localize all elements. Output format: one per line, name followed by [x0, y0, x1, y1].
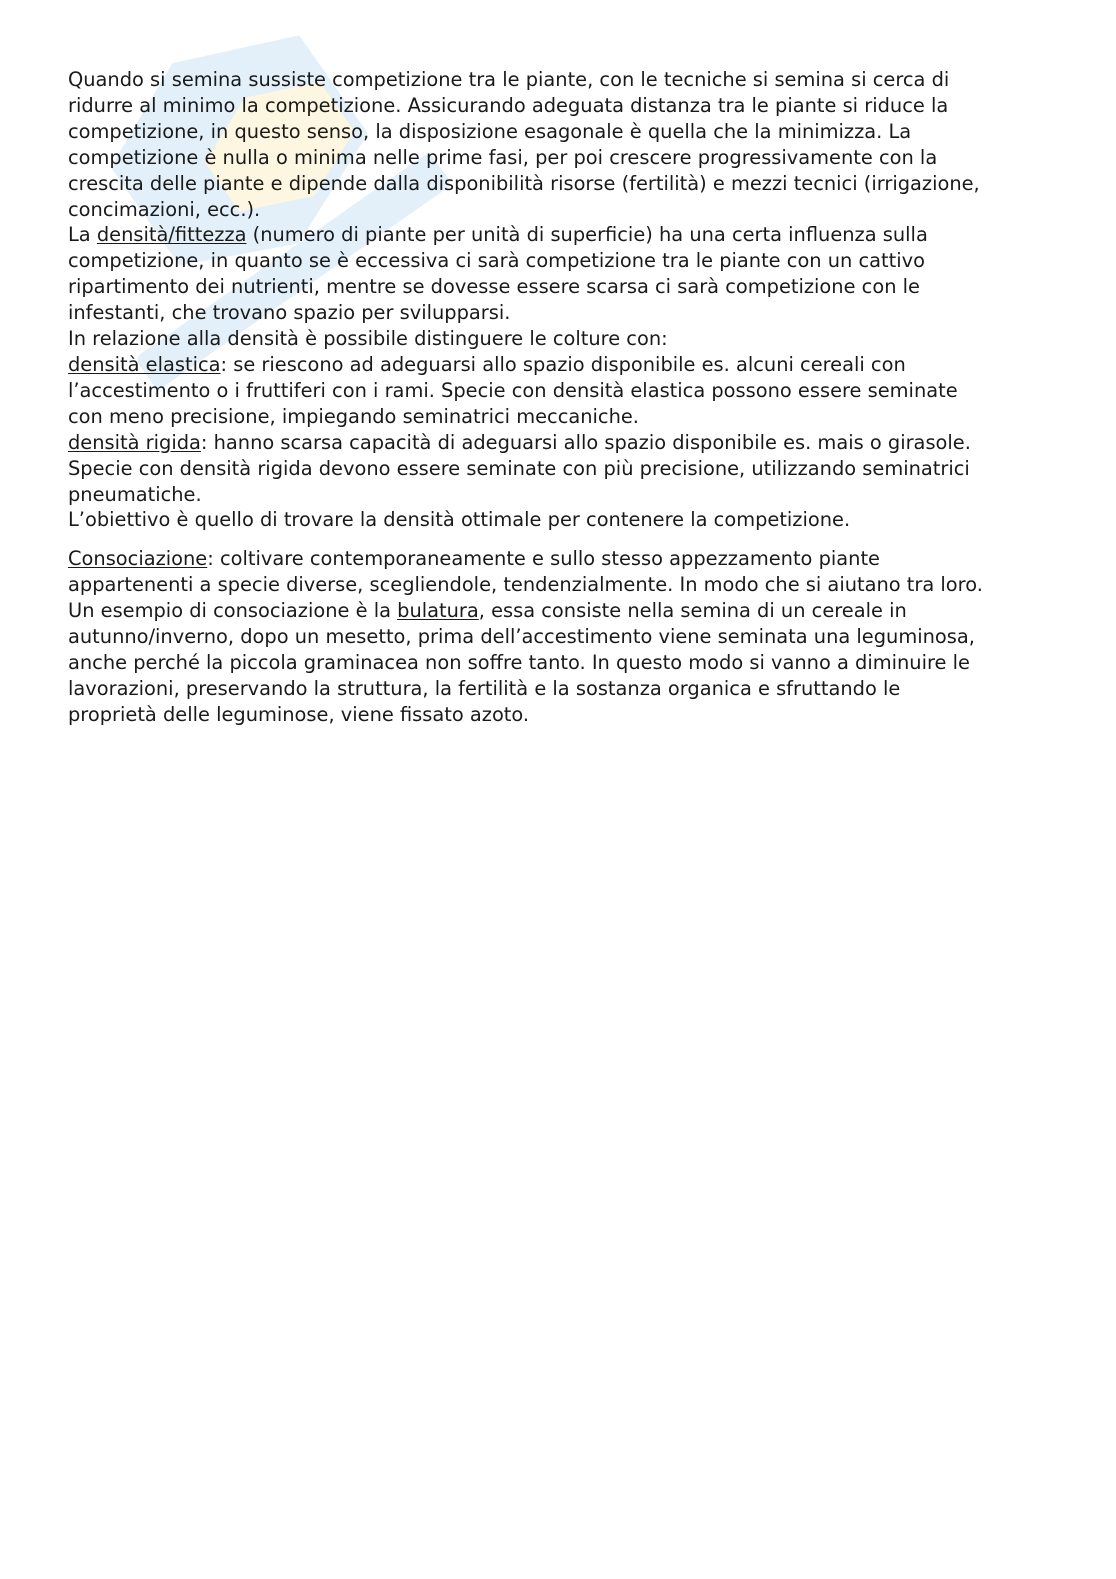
text-line: In relazione alla densità è possibile distinguere le colture con:: [68, 327, 668, 351]
rigida-line: [68, 430, 1058, 456]
text-line: autunno/inverno, dopo un mesetto, prima dell’accestimento viene seminata una leguminosa,: [68, 625, 975, 649]
text-line: proprietà delle leguminose, viene fissato azoto.: [68, 702, 530, 726]
rigida-term: densità rigida: [68, 430, 201, 454]
text-line: l’accestimento o i fruttiferi con i rami. Specie con densità elastica possono essere seminate: [68, 378, 958, 402]
bulatura-prefix: Un esempio di consociazione è la: [68, 599, 398, 623]
text-line: lavorazioni, preservando la struttura, la fertilità e la sostanza organica e sfruttando le: [68, 676, 901, 700]
text-line: Specie con densità rigida devono essere seminate con più precisione, utilizzando seminatrici: [68, 456, 970, 480]
text-line: ridurre al minimo la competizione. Assicurando adeguata distanza tra le piante si riduce la: [68, 93, 949, 117]
densita-line: [68, 222, 1058, 248]
text-line: competizione, in questo senso, la disposizione esagonale è quella che la minimizza. La: [68, 119, 912, 143]
consociazione-rest: : coltivare contemporaneamente e sullo stesso appezzamento piante: [207, 547, 880, 571]
bulatura-line: [68, 598, 1058, 624]
densita-term: densità/fittezza: [96, 223, 247, 247]
text-line: crescita delle piante e dipende dalla disponibilità risorse (fertilità) e mezzi tecnici (irrigazione,: [68, 171, 980, 195]
document-page: [68, 67, 1058, 728]
elastica-rest: : se riescono ad adeguarsi allo spazio disponibile es. alcuni cereali con: [220, 352, 906, 376]
text-line: anche perché la piccola graminacea non soffre tanto. In questo modo si vanno a diminuire le: [68, 650, 970, 674]
text-line: con meno precisione, impiegando seminatrici meccaniche.: [68, 404, 639, 428]
text-line: Quando si semina sussiste competizione tra le piante, con le tecniche si semina si cerca di: [68, 68, 950, 91]
text-line: ripartimento dei nutrienti, mentre se dovesse essere scarsa ci sarà competizione con le: [68, 275, 920, 299]
elastica-line: [68, 352, 1058, 378]
text-line: concimazioni, ecc.).: [68, 197, 261, 221]
bulatura-rest: , essa consiste nella semina di un cereale in: [478, 599, 907, 623]
text-line: competizione è nulla o minima nelle prime fasi, per poi crescere progressivamente con la: [68, 145, 938, 169]
rigida-rest: : hanno scarsa capacità di adeguarsi allo spazio disponibile es. mais o girasole.: [200, 430, 971, 454]
text-line: infestanti, che trovano spazio per svilupparsi.: [68, 301, 511, 325]
bulatura-term: bulatura: [397, 599, 479, 623]
elastica-term: densità elastica: [68, 352, 221, 376]
densita-rest: (numero di piante per unità di superficie) ha una certa influenza sulla: [246, 223, 928, 247]
text-line: pneumatiche.: [68, 482, 202, 506]
consociazione-term: Consociazione: [68, 547, 208, 571]
paragraph-gap: [68, 533, 1058, 546]
densita-prefix: La: [68, 223, 97, 247]
consociazione-line: [68, 546, 1058, 572]
text-line: L’obiettivo è quello di trovare la densità ottimale per contenere la competizione.: [68, 508, 851, 532]
text-line: competizione, in quanto se è eccessiva ci sarà competizione tra le piante con un cattivo: [68, 249, 925, 273]
text-line: appartenenti a specie diverse, scegliendole, tendenzialmente. In modo che si aiutano tra loro.: [68, 573, 983, 597]
